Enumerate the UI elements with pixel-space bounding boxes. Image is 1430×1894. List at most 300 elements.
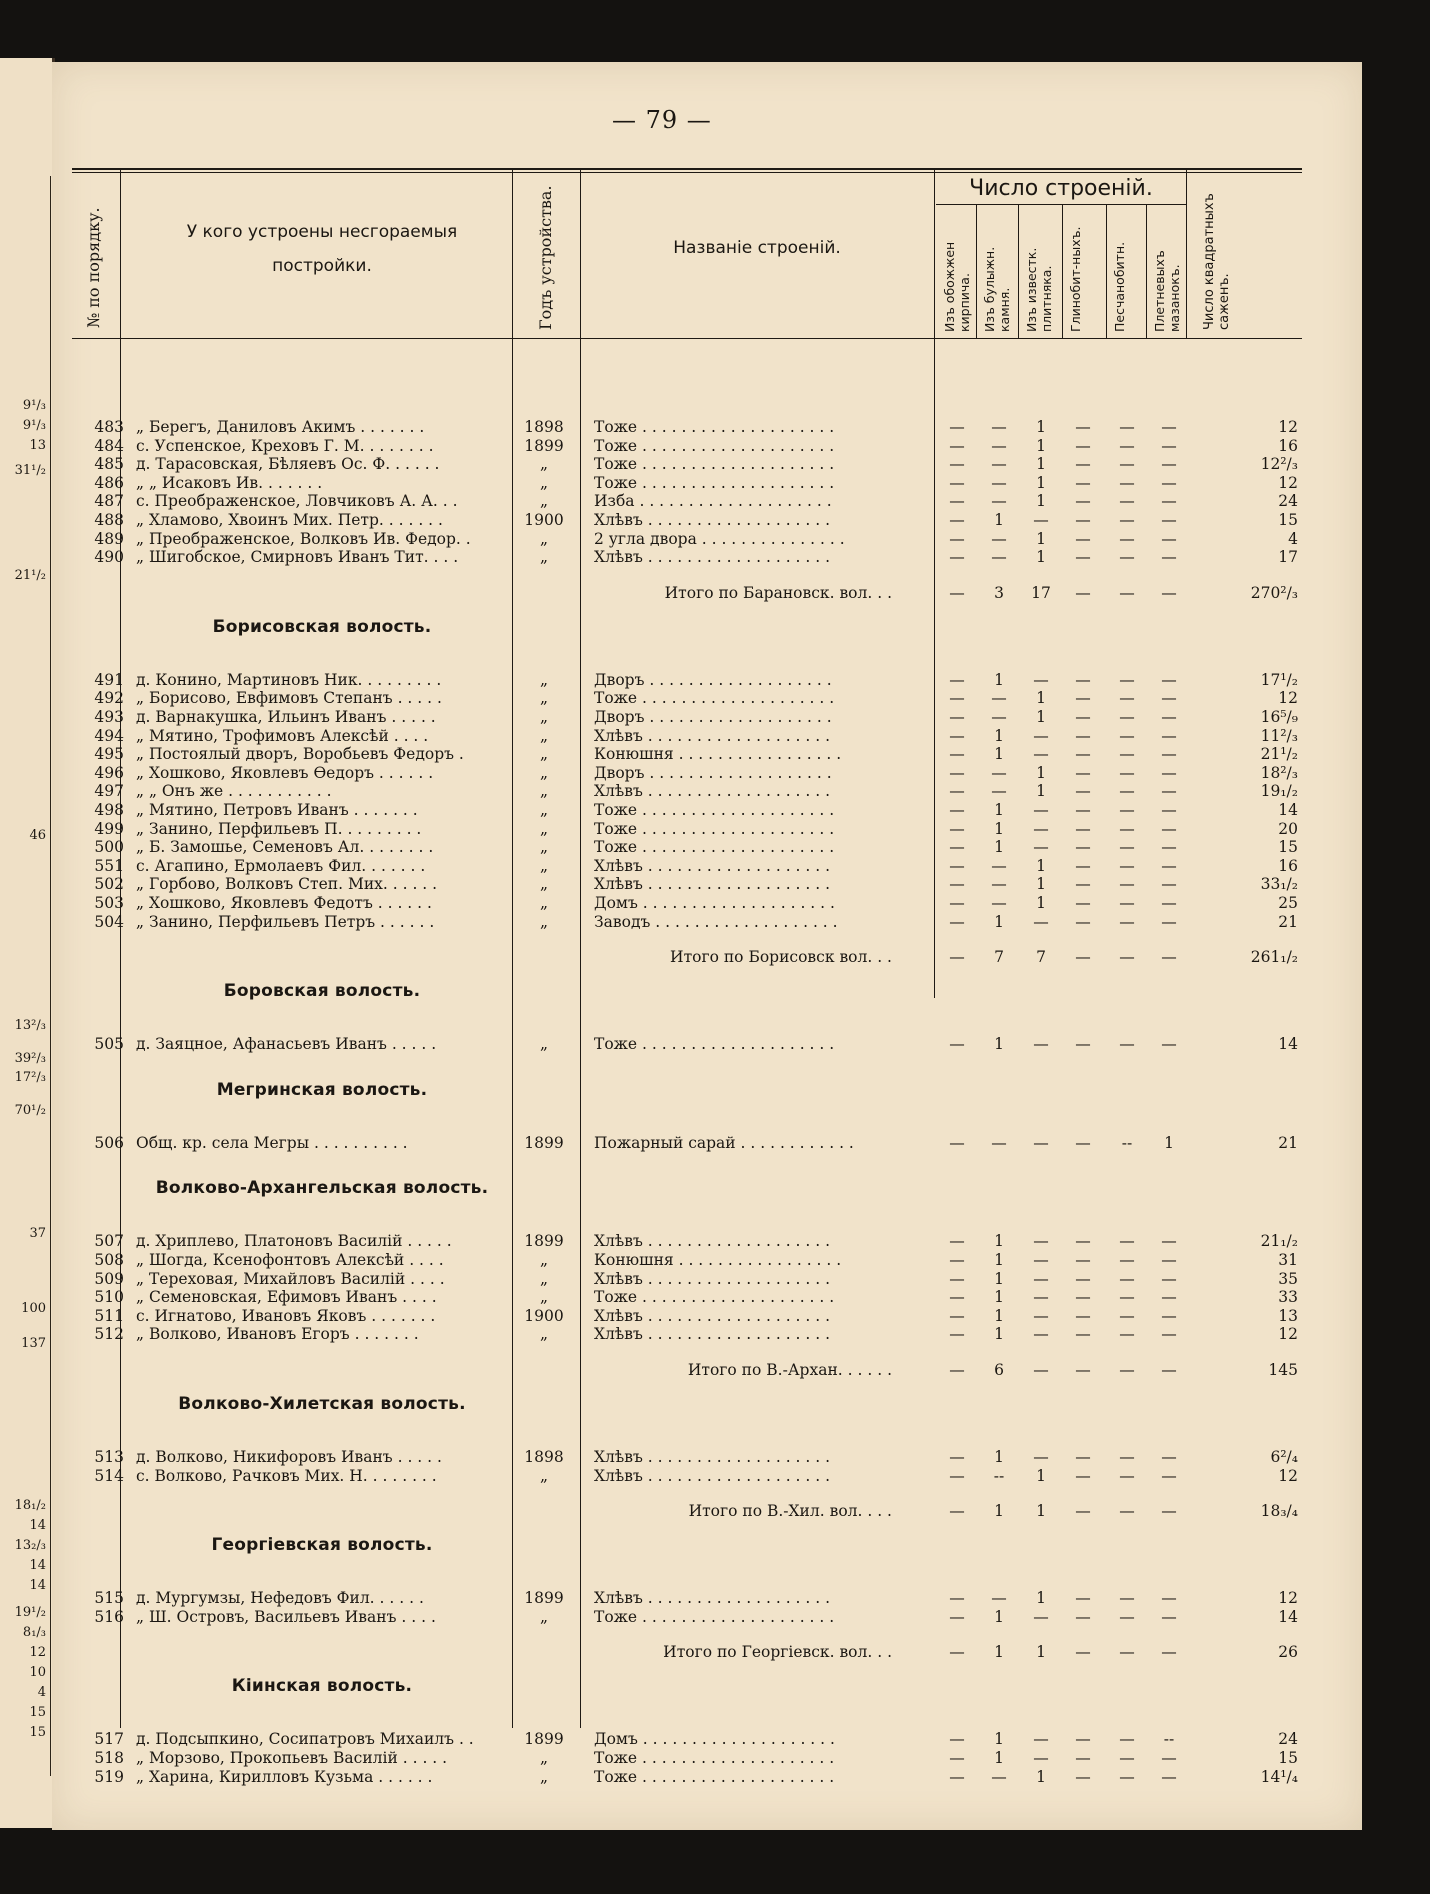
year-built: „	[539, 801, 549, 819]
building-count: —	[1075, 670, 1091, 689]
building-count: —	[1161, 492, 1177, 511]
left-page-number: 100	[21, 1301, 46, 1316]
owner-name: „ Занино, Перфильевъ Петръ . . . . . .	[136, 912, 435, 931]
building-name: Хлѣвъ . . . . . . . . . . . . . . . . . . .	[594, 1306, 831, 1325]
building-count: —	[1033, 838, 1049, 857]
building-name: Домъ . . . . . . . . . . . . . . . . . . . .	[594, 1730, 835, 1749]
building-name: Тоже . . . . . . . . . . . . . . . . . . . .	[594, 436, 835, 455]
building-count: —	[1161, 1325, 1177, 1344]
year-built: „	[539, 838, 549, 857]
row-number: 490	[94, 548, 124, 567]
building-count: —	[1119, 1607, 1135, 1626]
header-area: Число квадратныхъ саженъ.	[1202, 193, 1232, 330]
building-count: —	[991, 1767, 1007, 1786]
row-number: 500	[94, 838, 124, 857]
building-count: —	[1119, 473, 1135, 492]
building-count: 1	[1036, 436, 1046, 455]
building-count: 1	[1036, 1466, 1046, 1485]
owner-name: „ „ Онъ же . . . . . . . . . . .	[136, 782, 332, 801]
building-name: Хлѣвъ . . . . . . . . . . . . . . . . . . .	[594, 875, 831, 894]
section-heading: Волково-Архангельская волость.	[155, 1178, 489, 1199]
row-number: 551	[94, 856, 124, 875]
building-count: 1	[994, 1607, 1004, 1626]
owner-name: „ Ш. Островъ, Васильевъ Иванъ . . . .	[136, 1607, 436, 1626]
building-count: —	[1119, 1448, 1135, 1466]
building-count: —	[1119, 1466, 1135, 1485]
building-count: —	[991, 763, 1007, 782]
table-row	[72, 671, 1302, 689]
total-area: 270²/₃	[1250, 583, 1298, 602]
table-row	[72, 1251, 1302, 1269]
total-count: —	[1161, 1502, 1177, 1521]
building-name: Хлѣвъ . . . . . . . . . . . . . . . . . . .	[594, 548, 831, 567]
building-name: Хлѣвъ . . . . . . . . . . . . . . . . . . .	[594, 1269, 831, 1288]
building-count: —	[991, 436, 1007, 455]
total-count: —	[1119, 1361, 1135, 1379]
owner-name: д. Конино, Мартиновъ Ник. . . . . . . . .	[136, 670, 442, 689]
building-name: Хлѣвъ . . . . . . . . . . . . . . . . . . .	[594, 1325, 831, 1344]
year-built: 1898	[524, 1448, 564, 1466]
area-value: 25	[1278, 894, 1298, 912]
area-value: 14	[1278, 1607, 1298, 1626]
building-count: —	[1161, 912, 1177, 931]
table-row	[72, 1608, 1302, 1626]
area-value: 17¹/₂	[1260, 670, 1298, 689]
year-built: „	[539, 745, 549, 764]
area-value: 12²/₃	[1260, 455, 1298, 474]
table-row	[72, 801, 1302, 819]
left-page-number: 37	[29, 1226, 46, 1241]
area-value: 15	[1278, 838, 1298, 857]
building-count: —	[949, 726, 965, 745]
building-name: 2 угла двора . . . . . . . . . . . . . . .	[594, 529, 845, 548]
building-count: —	[949, 1448, 965, 1466]
owner-name: „ Шогда, Ксенофонтовъ Алексѣй . . . .	[136, 1251, 444, 1269]
building-count: —	[1161, 1288, 1177, 1307]
building-count: 1	[1036, 1767, 1046, 1786]
owner-name: „ Мятино, Трофимовъ Алексѣй . . . .	[136, 726, 429, 745]
total-count: 1	[994, 1643, 1004, 1662]
building-name: Хлѣвъ . . . . . . . . . . . . . . . . . . .	[594, 1466, 831, 1485]
total-count: —	[1075, 948, 1091, 967]
left-page-number: 46	[29, 828, 46, 843]
building-count: —	[1119, 838, 1135, 857]
building-count: —	[949, 1288, 965, 1307]
building-count: —	[949, 912, 965, 931]
total-count: —	[949, 1643, 965, 1662]
year-built: „	[539, 1607, 549, 1626]
year-built: 1899	[524, 436, 564, 455]
area-value: 20	[1278, 819, 1298, 838]
building-count: —	[949, 819, 965, 838]
area-value: 12	[1278, 1589, 1298, 1608]
building-count: —	[1119, 1288, 1135, 1307]
total-row	[72, 583, 1302, 603]
building-count: —	[949, 1589, 965, 1608]
owner-name: д. Хриплево, Платоновъ Василій . . . . .	[136, 1232, 452, 1251]
area-value: 24	[1278, 492, 1298, 511]
row-number: 491	[94, 670, 124, 689]
building-count: 1	[1164, 1133, 1174, 1152]
left-page-number: 14	[29, 1578, 46, 1593]
table-row	[72, 1589, 1302, 1607]
row-number: 486	[94, 473, 124, 492]
building-count: —	[1119, 726, 1135, 745]
building-count: —	[1119, 1306, 1135, 1325]
building-count: —	[1033, 1269, 1049, 1288]
building-count: —	[991, 529, 1007, 548]
owner-name: д. Подсыпкино, Сосипатровъ Михаилъ . .	[136, 1730, 474, 1749]
owner-name: с. Волково, Рачковъ Мих. Н. . . . . . . .	[136, 1466, 437, 1485]
building-name: Хлѣвъ . . . . . . . . . . . . . . . . . . .	[594, 726, 831, 745]
building-count: —	[1075, 1448, 1091, 1466]
row-number: 518	[94, 1749, 124, 1767]
building-count: 1	[994, 838, 1004, 857]
total-count: 1	[1036, 1643, 1046, 1662]
building-count: —	[949, 1269, 965, 1288]
left-page-number: 12	[29, 1645, 46, 1660]
area-value: 16	[1278, 856, 1298, 875]
area-value: 14	[1278, 801, 1298, 819]
total-count: —	[1075, 1643, 1091, 1662]
building-count: —	[1033, 1035, 1049, 1054]
left-page-number: 10	[29, 1665, 46, 1680]
building-count: —	[1033, 1288, 1049, 1307]
building-count: —	[1075, 1133, 1091, 1152]
building-count: —	[949, 856, 965, 875]
building-count: —	[1119, 689, 1135, 708]
left-page-number: 31¹/₂	[14, 463, 46, 478]
left-page-number: 17²/₃	[14, 1070, 46, 1085]
area-value: 12	[1278, 1466, 1298, 1485]
building-count: —	[1119, 1232, 1135, 1251]
building-count: 1	[1036, 492, 1046, 511]
row-number: 519	[94, 1767, 124, 1786]
building-count: —	[949, 1306, 965, 1325]
building-count: —	[1161, 1251, 1177, 1269]
table-row	[72, 764, 1302, 782]
building-count: —	[1075, 763, 1091, 782]
building-count: 1	[1036, 1589, 1046, 1608]
total-count: —	[949, 1502, 965, 1521]
building-name: Хлѣвъ . . . . . . . . . . . . . . . . . . .	[594, 856, 831, 875]
building-count: 1	[1036, 894, 1046, 912]
row-number: 515	[94, 1589, 124, 1608]
area-value: 18²/₃	[1260, 763, 1298, 782]
total-count: —	[949, 1361, 965, 1379]
building-count: —	[1033, 745, 1049, 764]
building-count: —	[949, 801, 965, 819]
building-count: —	[1119, 1767, 1135, 1786]
building-count: —	[991, 708, 1007, 726]
total-count: —	[1119, 583, 1135, 602]
building-count: —	[1033, 1133, 1049, 1152]
header-kind: Изъ булыжн. камня.	[982, 246, 1012, 332]
building-count: 1	[994, 1035, 1004, 1054]
year-built: „	[539, 763, 549, 782]
table-row	[72, 1749, 1302, 1767]
building-name: Тоже . . . . . . . . . . . . . . . . . . . .	[594, 1035, 835, 1054]
building-count: 1	[994, 1306, 1004, 1325]
building-count: —	[1033, 1325, 1049, 1344]
total-count: 3	[994, 583, 1004, 602]
building-count: —	[949, 436, 965, 455]
building-count: —	[1119, 418, 1135, 436]
building-count: —	[1075, 875, 1091, 894]
building-count: —	[1161, 689, 1177, 708]
building-count: 1	[994, 1269, 1004, 1288]
building-name: Тоже . . . . . . . . . . . . . . . . . . . .	[594, 801, 835, 819]
building-count: —	[1161, 801, 1177, 819]
building-count: —	[991, 1589, 1007, 1608]
building-count: —	[1161, 1767, 1177, 1786]
header-count-title: Число строеній.	[969, 176, 1153, 201]
row-number: 504	[94, 912, 124, 931]
building-count: —	[1161, 670, 1177, 689]
left-page-number: 19¹/₂	[14, 1605, 46, 1620]
building-count: —	[1161, 1589, 1177, 1608]
total-count: 17	[1031, 583, 1051, 602]
owner-name: с. Успенское, Креховъ Г. М. . . . . . . .	[136, 436, 434, 455]
left-page-number: 14	[29, 1518, 46, 1533]
total-count: —	[1075, 583, 1091, 602]
building-name: Дворъ . . . . . . . . . . . . . . . . . . .	[594, 763, 832, 782]
left-page-number: 14	[29, 1558, 46, 1573]
total-count: 1	[994, 1502, 1004, 1521]
row-number: 494	[94, 726, 124, 745]
row-number: 498	[94, 801, 124, 819]
building-count: 1	[1036, 455, 1046, 474]
year-built: „	[539, 473, 549, 492]
row-number: 485	[94, 455, 124, 474]
year-built: „	[539, 726, 549, 745]
building-count: 1	[994, 670, 1004, 689]
table-row	[72, 1730, 1302, 1748]
year-built: „	[539, 670, 549, 689]
year-built: „	[539, 1749, 549, 1767]
building-count: —	[949, 473, 965, 492]
building-count: —	[1119, 529, 1135, 548]
building-count: —	[1075, 782, 1091, 801]
building-count: —	[1033, 1607, 1049, 1626]
total-area: 145	[1268, 1361, 1298, 1379]
area-value: 13	[1278, 1306, 1298, 1325]
owner-name: „ Занино, Перфильевъ П. . . . . . . . .	[136, 819, 422, 838]
building-count: —	[949, 492, 965, 511]
table-row	[72, 727, 1302, 745]
building-count: --	[1121, 1133, 1133, 1152]
building-count: 1	[994, 1288, 1004, 1307]
document-page	[52, 62, 1362, 1830]
building-count: --	[1163, 1730, 1175, 1749]
header-kind: Изъ обожжен кирпича.	[942, 241, 972, 332]
owner-name: д. Мургумзы, Нефедовъ Фил. . . . . .	[136, 1589, 424, 1608]
area-value: 12	[1278, 418, 1298, 436]
year-built: „	[539, 1325, 549, 1344]
building-count: —	[1075, 1232, 1091, 1251]
total-count: 6	[994, 1361, 1004, 1379]
total-count: —	[1161, 1361, 1177, 1379]
year-built: 1898	[524, 418, 564, 436]
table-row	[72, 1035, 1302, 1053]
building-count: —	[1119, 1269, 1135, 1288]
building-count: —	[1161, 875, 1177, 894]
row-number: 508	[94, 1251, 124, 1269]
building-name: Тоже . . . . . . . . . . . . . . . . . . . .	[594, 819, 835, 838]
area-value: 11²/₃	[1260, 726, 1298, 745]
left-page-number: 39²/₃	[14, 1051, 46, 1066]
left-page-number: 137	[21, 1336, 46, 1351]
total-count: —	[1119, 1502, 1135, 1521]
header-owner-line2: постройки.	[272, 256, 372, 276]
left-page-number: 13²/₃	[14, 1018, 46, 1033]
building-count: —	[1075, 726, 1091, 745]
building-count: —	[1075, 745, 1091, 764]
owner-name: „ Горбово, Волковъ Степ. Мих. . . . . .	[136, 875, 438, 894]
table-row	[72, 511, 1302, 529]
building-name: Конюшня . . . . . . . . . . . . . . . . .	[594, 745, 842, 764]
building-count: —	[1075, 1325, 1091, 1344]
building-count: —	[1075, 436, 1091, 455]
building-count: 1	[1036, 529, 1046, 548]
year-built: „	[539, 689, 549, 708]
building-count: —	[949, 689, 965, 708]
building-count: —	[1075, 708, 1091, 726]
building-count: 1	[1036, 856, 1046, 875]
building-count: 1	[1036, 763, 1046, 782]
building-count: —	[949, 1607, 965, 1626]
building-count: —	[1119, 912, 1135, 931]
building-count: —	[949, 708, 965, 726]
building-count: —	[1161, 1448, 1177, 1466]
total-count: —	[1161, 1643, 1177, 1662]
building-count: —	[991, 455, 1007, 474]
building-count: —	[1075, 1466, 1091, 1485]
owner-name: „ Б. Замошье, Семеновъ Ал. . . . . . . .	[136, 838, 434, 857]
building-count: —	[1075, 455, 1091, 474]
building-name: Тоже . . . . . . . . . . . . . . . . . . . .	[594, 689, 835, 708]
total-count: —	[1161, 583, 1177, 602]
row-number: 483	[94, 418, 124, 436]
building-count: --	[993, 1466, 1005, 1485]
table-row	[72, 1325, 1302, 1343]
left-page-number: 21¹/₂	[14, 568, 46, 583]
total-row	[72, 1501, 1302, 1521]
building-count: 1	[994, 1448, 1004, 1466]
building-count: —	[949, 1232, 965, 1251]
building-count: —	[1119, 1325, 1135, 1344]
building-count: —	[1119, 1035, 1135, 1054]
building-count: —	[1161, 782, 1177, 801]
row-number: 484	[94, 436, 124, 455]
building-count: —	[1075, 1269, 1091, 1288]
area-value: 21	[1278, 1133, 1298, 1152]
owner-name: „ Мятино, Петровъ Иванъ . . . . . . .	[136, 801, 418, 819]
table-row	[72, 708, 1302, 726]
row-number: 512	[94, 1325, 124, 1344]
owner-name: „ Шигобское, Смирновъ Иванъ Тит. . . .	[136, 548, 459, 567]
left-page-number: 18₁/₂	[14, 1498, 46, 1513]
table-row	[72, 782, 1302, 800]
building-count: —	[949, 875, 965, 894]
page-number: — 79 —	[612, 106, 712, 134]
building-count: —	[1161, 1749, 1177, 1767]
table-row	[72, 1134, 1302, 1152]
building-count: —	[949, 455, 965, 474]
row-number: 509	[94, 1269, 124, 1288]
row-number: 499	[94, 819, 124, 838]
building-count: —	[949, 1466, 965, 1485]
building-count: —	[1075, 1607, 1091, 1626]
total-count: 7	[1036, 948, 1046, 967]
building-count: —	[1075, 1035, 1091, 1054]
owner-name: с. Агапино, Ермолаевъ Фил. . . . . . .	[136, 856, 426, 875]
building-count: 1	[994, 1232, 1004, 1251]
total-row	[72, 1360, 1302, 1380]
owner-name: с. Преображенское, Ловчиковъ А. А. . .	[136, 492, 458, 511]
building-name: Тоже . . . . . . . . . . . . . . . . . . . .	[594, 1288, 835, 1307]
building-count: —	[1119, 745, 1135, 764]
total-area: 18₃/₄	[1260, 1502, 1298, 1521]
table-row	[72, 820, 1302, 838]
header-number: № по порядку.	[84, 207, 103, 328]
table-row	[72, 548, 1302, 566]
building-count: —	[949, 418, 965, 436]
year-built: „	[539, 1466, 549, 1485]
year-built: „	[539, 894, 549, 912]
owner-name: „ „ Исаковъ Ив. . . . . . .	[136, 473, 323, 492]
building-count: 1	[994, 819, 1004, 838]
building-count: —	[1033, 801, 1049, 819]
left-page-number: 70¹/₂	[14, 1103, 46, 1118]
owner-name: с. Игнатово, Ивановъ Яковъ . . . . . . .	[136, 1306, 436, 1325]
total-count: —	[1033, 1361, 1049, 1379]
building-count: —	[1119, 1589, 1135, 1608]
total-label: Итого по Барановск. вол. . .	[664, 583, 892, 602]
building-count: —	[1119, 511, 1135, 529]
building-count: —	[1161, 894, 1177, 912]
area-value: 33₁/₂	[1260, 875, 1298, 894]
table-row	[72, 1768, 1302, 1786]
table-row	[72, 838, 1302, 856]
building-count: —	[1161, 1607, 1177, 1626]
building-count: —	[1161, 1466, 1177, 1485]
building-count: —	[991, 689, 1007, 708]
owner-name: „ Волково, Ивановъ Егоръ . . . . . . .	[136, 1325, 419, 1344]
year-built: 1900	[524, 511, 564, 529]
row-number: 489	[94, 529, 124, 548]
building-count: —	[991, 856, 1007, 875]
building-count: —	[991, 492, 1007, 511]
building-count: —	[1033, 819, 1049, 838]
year-built: „	[539, 1767, 549, 1786]
row-number: 488	[94, 511, 124, 529]
building-count: —	[1119, 548, 1135, 567]
table-row	[72, 1448, 1302, 1466]
building-count: —	[949, 1749, 965, 1767]
building-name: Хлѣвъ . . . . . . . . . . . . . . . . . . .	[594, 782, 831, 801]
owner-name: „ Преображенское, Волковъ Ив. Федор. .	[136, 529, 471, 548]
building-count: —	[1119, 819, 1135, 838]
building-count: 1	[994, 726, 1004, 745]
total-count: —	[1075, 1502, 1091, 1521]
building-count: 1	[994, 912, 1004, 931]
building-name: Тоже . . . . . . . . . . . . . . . . . . . .	[594, 1607, 835, 1626]
header-kind: Песчанобитн.	[1112, 241, 1127, 332]
building-count: —	[1119, 1749, 1135, 1767]
building-name: Тоже . . . . . . . . . . . . . . . . . . . .	[594, 455, 835, 474]
year-built: „	[539, 548, 549, 567]
